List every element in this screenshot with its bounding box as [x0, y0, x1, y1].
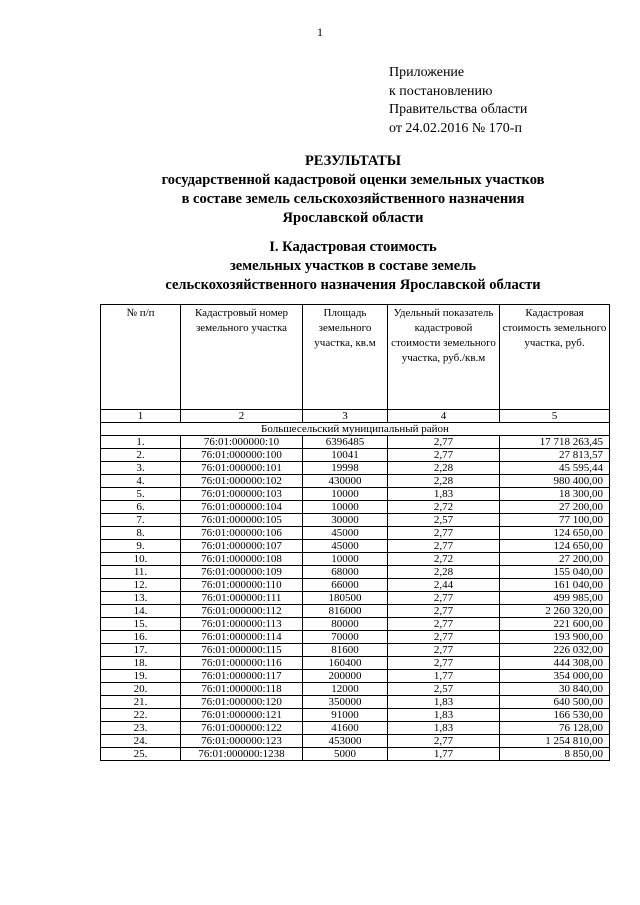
cadastral-number: 76:01:000000:10 [181, 436, 303, 449]
unit-value: 2,28 [388, 566, 500, 579]
area: 10000 [303, 501, 388, 514]
unit-value: 2,57 [388, 683, 500, 696]
cadastral-number: 76:01:000000:112 [181, 605, 303, 618]
column-index-cell: 1 [101, 410, 181, 423]
annex-line: от 24.02.2016 № 170-п [389, 120, 522, 136]
section-title-line: I. Кадастровая стоимость [269, 239, 437, 255]
area: 160400 [303, 657, 388, 670]
unit-value: 2,57 [388, 514, 500, 527]
table-row [101, 722, 610, 735]
row-number: 11. [101, 566, 181, 579]
column-index-cell: 3 [303, 410, 388, 423]
cadastral-value: 18 300,00 [500, 488, 610, 501]
area: 45000 [303, 527, 388, 540]
row-number: 16. [101, 631, 181, 644]
cadastral-number: 76:01:000000:105 [181, 514, 303, 527]
row-number: 9. [101, 540, 181, 553]
cadastral-value: 27 200,00 [500, 553, 610, 566]
table-row [101, 566, 610, 579]
unit-value: 2,44 [388, 579, 500, 592]
row-number: 22. [101, 709, 181, 722]
area: 430000 [303, 475, 388, 488]
table-row [101, 449, 610, 462]
row-number: 15. [101, 618, 181, 631]
table-row [101, 592, 610, 605]
title-line: в составе земель сельскохозяйственного назначения [181, 191, 525, 207]
cadastral-number: 76:01:000000:117 [181, 670, 303, 683]
cadastral-value: 2 260 320,00 [500, 605, 610, 618]
area: 81600 [303, 644, 388, 657]
cadastral-number: 76:01:000000:107 [181, 540, 303, 553]
row-number: 4. [101, 475, 181, 488]
area: 19998 [303, 462, 388, 475]
row-number: 10. [101, 553, 181, 566]
row-number: 13. [101, 592, 181, 605]
table-row [101, 644, 610, 657]
unit-value: 2,77 [388, 644, 500, 657]
table-row [101, 514, 610, 527]
group-cell: Большесельский муниципальный район [101, 423, 610, 436]
cadastral-number: 76:01:000000:122 [181, 722, 303, 735]
unit-value: 2,77 [388, 449, 500, 462]
unit-value: 2,77 [388, 657, 500, 670]
area: 70000 [303, 631, 388, 644]
cadastral-number: 76:01:000000:104 [181, 501, 303, 514]
cadastral-value: 45 595,44 [500, 462, 610, 475]
area: 5000 [303, 748, 388, 761]
unit-value: 1,83 [388, 696, 500, 709]
area: 453000 [303, 735, 388, 748]
cadastral-number: 76:01:000000:100 [181, 449, 303, 462]
header-cell: Удельный показатель кадастровой стоимости земельного участка, руб./кв.м [388, 305, 500, 410]
column-index-cell: 4 [388, 410, 500, 423]
cadastral-value: 124 650,00 [500, 540, 610, 553]
row-number: 6. [101, 501, 181, 514]
table-row [101, 527, 610, 540]
cadastral-value: 980 400,00 [500, 475, 610, 488]
unit-value: 2,77 [388, 605, 500, 618]
section-title [0, 238, 640, 295]
cadastral-number: 76:01:000000:102 [181, 475, 303, 488]
area: 350000 [303, 696, 388, 709]
area: 12000 [303, 683, 388, 696]
table-row [101, 540, 610, 553]
area: 6396485 [303, 436, 388, 449]
table-row [101, 735, 610, 748]
table-row [101, 553, 610, 566]
column-index-cell: 5 [500, 410, 610, 423]
table-row [101, 657, 610, 670]
row-number: 23. [101, 722, 181, 735]
cadastral-value: 161 040,00 [500, 579, 610, 592]
area: 41600 [303, 722, 388, 735]
cadastral-value: 30 840,00 [500, 683, 610, 696]
header-cell: Кадастровая стоимость земельного участка, руб. [500, 305, 610, 410]
cadastral-number: 76:01:000000:103 [181, 488, 303, 501]
area: 816000 [303, 605, 388, 618]
table-row [101, 436, 610, 449]
row-number: 21. [101, 696, 181, 709]
row-number: 8. [101, 527, 181, 540]
row-number: 19. [101, 670, 181, 683]
cadastral-value: 166 530,00 [500, 709, 610, 722]
table-row [101, 631, 610, 644]
row-number: 3. [101, 462, 181, 475]
area: 200000 [303, 670, 388, 683]
cadastral-value: 124 650,00 [500, 527, 610, 540]
cadastral-number: 76:01:000000:1238 [181, 748, 303, 761]
unit-value: 2,72 [388, 553, 500, 566]
cadastral-value: 27 200,00 [500, 501, 610, 514]
unit-value: 2,77 [388, 436, 500, 449]
cadastral-number: 76:01:000000:121 [181, 709, 303, 722]
title-line: РЕЗУЛЬТАТЫ [304, 153, 402, 169]
annex-line: Приложение [389, 65, 465, 80]
cadastral-value: 27 813,57 [500, 449, 610, 462]
unit-value: 2,77 [388, 592, 500, 605]
unit-value: 2,28 [388, 475, 500, 488]
header-cell: Площадь земельного участка, кв.м [303, 305, 388, 410]
valuation-table [100, 304, 610, 761]
area: 91000 [303, 709, 388, 722]
unit-value: 1,83 [388, 709, 500, 722]
table-row [101, 670, 610, 683]
title-line: государственной кадастровой оценки земельных участков [161, 172, 545, 188]
area: 30000 [303, 514, 388, 527]
annex-line: Правительства области [389, 102, 528, 117]
table-row [101, 462, 610, 475]
cadastral-value: 76 128,00 [500, 722, 610, 735]
row-number: 1. [101, 436, 181, 449]
section-title-line: сельскохозяйственного назначения Ярославской области [165, 277, 541, 293]
header-cell: № п/п [101, 305, 181, 410]
area: 10000 [303, 488, 388, 501]
annex-line: к постановлению [389, 83, 493, 99]
cadastral-value: 77 100,00 [500, 514, 610, 527]
cadastral-value: 499 985,00 [500, 592, 610, 605]
cadastral-number: 76:01:000000:116 [181, 657, 303, 670]
column-index-cell: 2 [181, 410, 303, 423]
area: 10000 [303, 553, 388, 566]
area: 45000 [303, 540, 388, 553]
row-number: 5. [101, 488, 181, 501]
header-cell: Кадастровый номер земельного участка [181, 305, 303, 410]
cadastral-number: 76:01:000000:109 [181, 566, 303, 579]
unit-value: 1,77 [388, 670, 500, 683]
cadastral-value: 1 254 810,00 [500, 735, 610, 748]
cadastral-value: 444 308,00 [500, 657, 610, 670]
cadastral-number: 76:01:000000:110 [181, 579, 303, 592]
cadastral-number: 76:01:000000:111 [181, 592, 303, 605]
row-number: 7. [101, 514, 181, 527]
annex-block [389, 64, 527, 138]
unit-value: 2,72 [388, 501, 500, 514]
cadastral-value: 8 850,00 [500, 748, 610, 761]
row-number: 12. [101, 579, 181, 592]
row-number: 20. [101, 683, 181, 696]
table-row [101, 696, 610, 709]
unit-value: 2,77 [388, 618, 500, 631]
row-number: 17. [101, 644, 181, 657]
cadastral-value: 226 032,00 [500, 644, 610, 657]
cadastral-value: 17 718 263,45 [500, 436, 610, 449]
area: 10041 [303, 449, 388, 462]
cadastral-number: 76:01:000000:115 [181, 644, 303, 657]
title-line: Ярославской области [282, 210, 424, 226]
cadastral-value: 354 000,00 [500, 670, 610, 683]
page-number: 1 [317, 25, 323, 39]
table-row [101, 579, 610, 592]
cadastral-number: 76:01:000000:120 [181, 696, 303, 709]
cadastral-number: 76:01:000000:123 [181, 735, 303, 748]
area: 180500 [303, 592, 388, 605]
table-row [101, 605, 610, 618]
row-number: 24. [101, 735, 181, 748]
cadastral-number: 76:01:000000:108 [181, 553, 303, 566]
table-row [101, 709, 610, 722]
table-header-row [101, 305, 610, 410]
area: 66000 [303, 579, 388, 592]
row-number: 2. [101, 449, 181, 462]
unit-value: 1,83 [388, 488, 500, 501]
group-row [101, 423, 610, 436]
cadastral-number: 76:01:000000:101 [181, 462, 303, 475]
cadastral-value: 155 040,00 [500, 566, 610, 579]
table-row [101, 488, 610, 501]
unit-value: 2,28 [388, 462, 500, 475]
unit-value: 2,77 [388, 540, 500, 553]
table-row [101, 475, 610, 488]
cadastral-number: 76:01:000000:113 [181, 618, 303, 631]
cadastral-value: 640 500,00 [500, 696, 610, 709]
table-row [101, 748, 610, 761]
cadastral-value: 193 900,00 [500, 631, 610, 644]
unit-value: 2,77 [388, 631, 500, 644]
row-number: 14. [101, 605, 181, 618]
cadastral-number: 76:01:000000:106 [181, 527, 303, 540]
unit-value: 1,83 [388, 722, 500, 735]
cadastral-number: 76:01:000000:118 [181, 683, 303, 696]
cadastral-value: 221 600,00 [500, 618, 610, 631]
unit-value: 2,77 [388, 735, 500, 748]
table-row [101, 683, 610, 696]
column-index-row [101, 410, 610, 423]
row-number: 18. [101, 657, 181, 670]
section-title-line: земельных участков в составе земель [229, 258, 477, 274]
area: 80000 [303, 618, 388, 631]
document-title [0, 152, 640, 228]
unit-value: 2,77 [388, 527, 500, 540]
table-row [101, 501, 610, 514]
unit-value: 1,77 [388, 748, 500, 761]
table-row [101, 618, 610, 631]
row-number: 25. [101, 748, 181, 761]
cadastral-number: 76:01:000000:114 [181, 631, 303, 644]
area: 68000 [303, 566, 388, 579]
